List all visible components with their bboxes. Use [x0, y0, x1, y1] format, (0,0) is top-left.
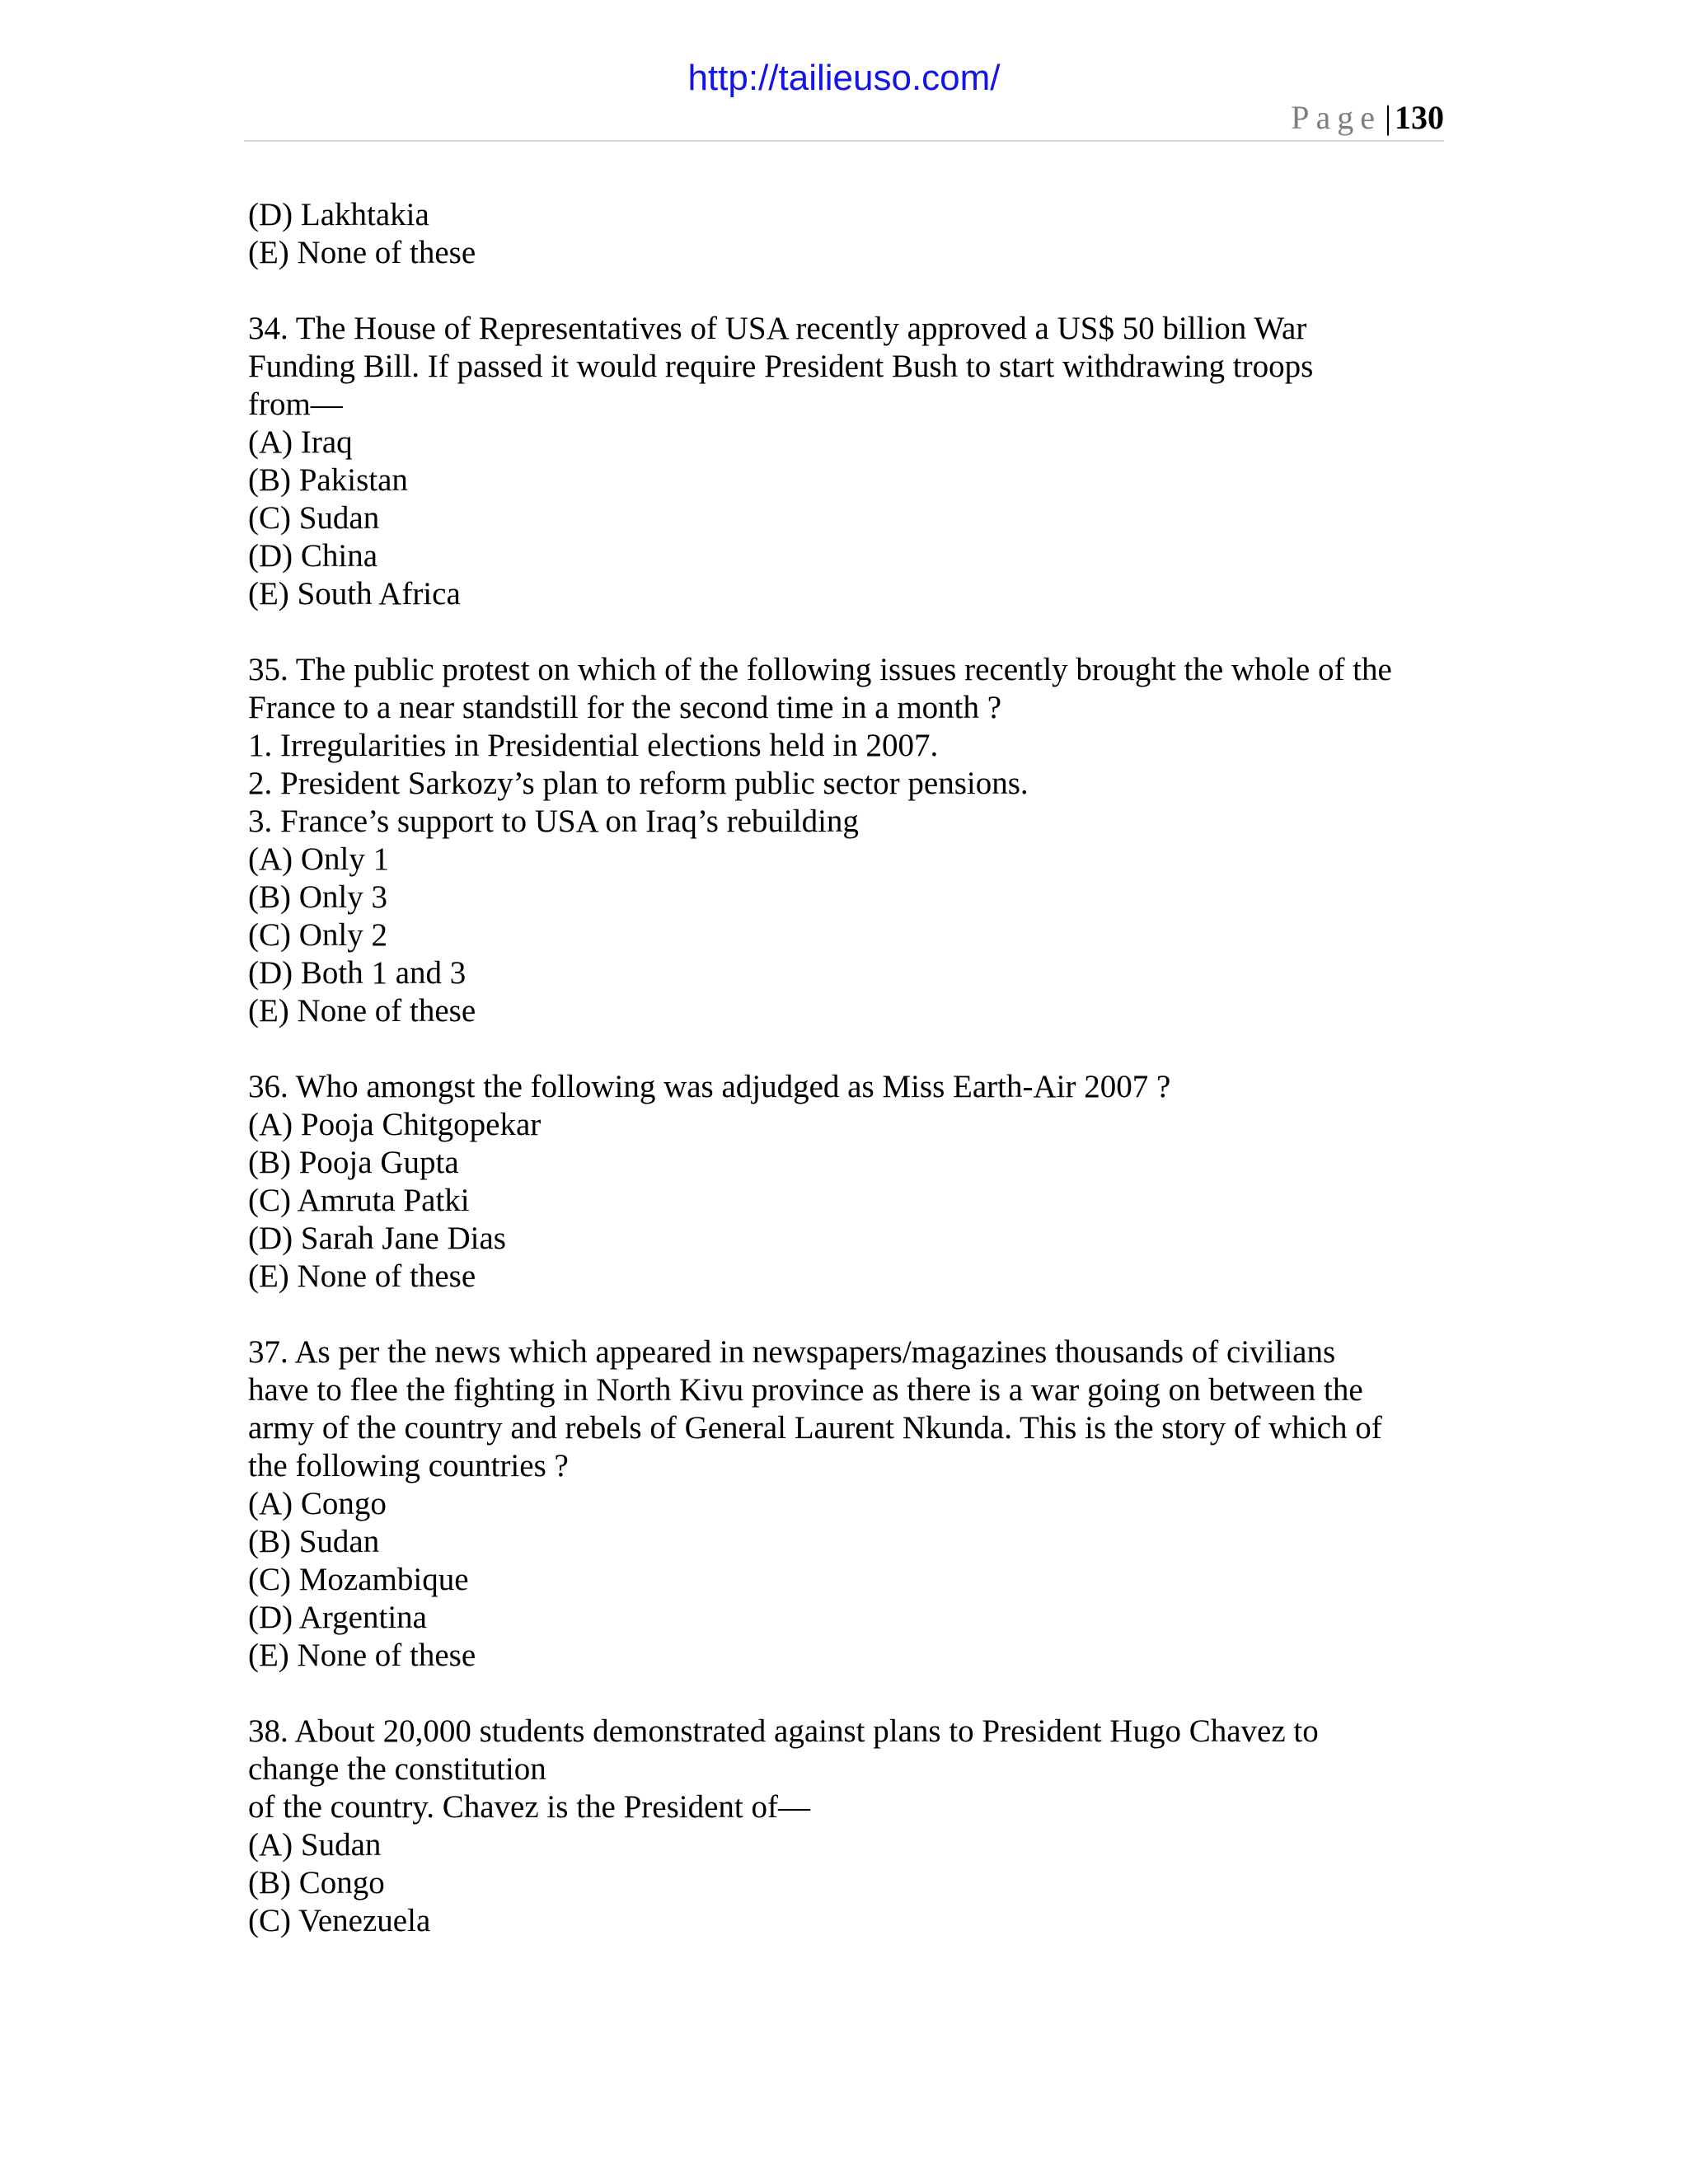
- option-line: (E) None of these: [248, 993, 476, 1029]
- site-link[interactable]: http://tailieuso.com/: [687, 58, 1001, 98]
- question-38: [248, 1713, 1451, 1940]
- option-line: (E) None of these: [248, 1258, 476, 1294]
- question-37: [248, 1333, 1451, 1675]
- option-line: (C) Amruta Patki: [248, 1183, 470, 1218]
- question-text-line: change the constitution: [248, 1751, 546, 1787]
- option-line: (A) Congo: [248, 1486, 387, 1521]
- option-line: (B) Pakistan: [248, 462, 408, 498]
- question-text-line: France to a near standstill for the second time in a month ?: [248, 690, 1002, 725]
- option-line: (D) Both 1 and 3: [248, 955, 467, 991]
- question-text-line: Funding Bill. If passed it would require President Bush to start withdrawing troops: [248, 349, 1314, 384]
- option-line: (C) Mozambique: [248, 1562, 469, 1597]
- option-line: (C) Only 2: [248, 917, 387, 953]
- header-divider: [244, 140, 1444, 142]
- question-text-line: from—: [248, 387, 343, 422]
- question-text-line: have to flee the fighting in North Kivu province as there is a war going on between the: [248, 1372, 1363, 1408]
- question-text-line: 1. Irregularities in Presidential elections held in 2007.: [248, 728, 939, 763]
- question-34: [248, 310, 1451, 613]
- option-line: (A) Only 1: [248, 841, 390, 877]
- option-line: (B) Sudan: [248, 1524, 380, 1559]
- question-text-line: the following countries ?: [248, 1448, 569, 1483]
- option-line: (B) Only 3: [248, 879, 387, 915]
- option-line: (A) Pooja Chitgopekar: [248, 1107, 542, 1142]
- option-line: (D) Sarah Jane Dias: [248, 1221, 506, 1256]
- option-line: (A) Sudan: [248, 1827, 382, 1863]
- page-content: [248, 196, 1451, 1978]
- question-35: [248, 651, 1451, 1030]
- option-line: (C) Venezuela: [248, 1903, 431, 1938]
- option-line: (B) Congo: [248, 1865, 385, 1900]
- question-text-line: 3. France’s support to USA on Iraq’s rebuilding: [248, 804, 859, 839]
- question-text-line: 36. Who amongst the following was adjudged as Miss Earth-Air 2007 ?: [248, 1069, 1171, 1104]
- question-text-line: 38. About 20,000 students demonstrated against plans to President Hugo Chavez to: [248, 1713, 1319, 1749]
- question-36: [248, 1068, 1451, 1296]
- option-line: (E) None of these: [248, 1638, 476, 1673]
- option-line: (A) Iraq: [248, 424, 353, 460]
- option-line: (D) Lakhtakia: [248, 197, 429, 232]
- option-line: (D) Argentina: [248, 1600, 427, 1635]
- option-line: (C) Sudan: [248, 500, 380, 536]
- previous-question-options: [248, 196, 1451, 272]
- option-line: (E) South Africa: [248, 576, 461, 612]
- question-text-line: of the country. Chavez is the President of—: [248, 1789, 810, 1825]
- option-line: (B) Pooja Gupta: [248, 1145, 459, 1180]
- question-text-line: army of the country and rebels of General Laurent Nkunda. This is the story of which of: [248, 1410, 1382, 1446]
- page-separator: |: [1384, 99, 1391, 136]
- page-number: 130: [1395, 99, 1444, 136]
- option-line: (E) None of these: [248, 235, 476, 270]
- question-text-line: 34. The House of Representatives of USA recently approved a US$ 50 billion War: [248, 311, 1307, 346]
- page-label: Page: [1291, 99, 1381, 136]
- option-line: (D) China: [248, 538, 378, 574]
- page-number-header: [1291, 97, 1444, 138]
- question-text-line: 2. President Sarkozy’s plan to reform public sector pensions.: [248, 766, 1029, 801]
- question-text-line: 37. As per the news which appeared in newspapers/magazines thousands of civilians: [248, 1334, 1336, 1370]
- question-text-line: 35. The public protest on which of the following issues recently brought the whole of the: [248, 652, 1392, 687]
